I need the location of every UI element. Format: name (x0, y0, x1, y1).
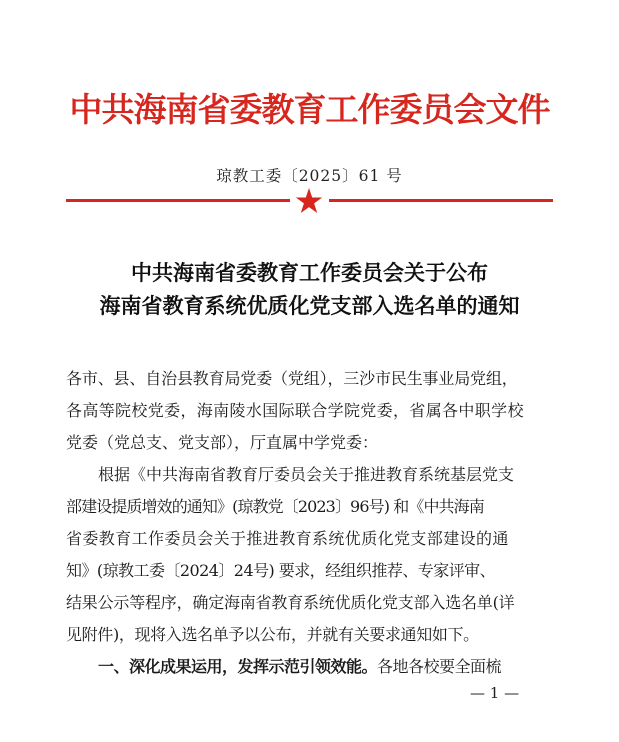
recipients-line-2: 各高等院校党委，海南陵水国际联合学院党委，省属各中职学校 (66, 401, 524, 420)
paragraph1-line-4: 知》(琼教工委〔2024〕24号) 要求，经组织推荐、专家评审、 (66, 561, 496, 580)
paragraph1-line-6: 见附件)，现将入选名单予以公布，并就有关要求通知如下。 (66, 625, 479, 644)
notice-title-line-1: 中共海南省委教育工作委员会关于公布 (131, 261, 488, 285)
paragraph1-line-5: 结果公示等程序，确定海南省教育系统优质化党支部入选名单(详 (66, 593, 515, 612)
recipients-line-3: 党委（党总支、党支部），厅直属中学党委： (66, 433, 379, 452)
section1-line (98, 654, 501, 677)
paragraph1-line-2: 部建设提质增效的通知》(琼教党〔2023〕96号) 和《中共海南 (66, 497, 484, 516)
document-number: 琼教工委〔2025〕61 号 (216, 167, 403, 185)
section1-heading: 一、深化成果运用，发挥示范引领效能。 (98, 657, 378, 676)
issuer-header: 中共海南省委教育工作委员会文件 (69, 90, 550, 129)
red-rule-right (329, 199, 553, 202)
paragraph1-line-1: 根据《中共海南省教育厅委员会关于推进教育系统基层党支 (98, 465, 515, 484)
recipients-line-1: 各市、县、自治县教育局党委（党组），三沙市民生事业局党组， (66, 369, 518, 388)
paragraph1-line-3: 省委教育工作委员会关于推进教育系统优质化党支部建设的通 (66, 529, 509, 548)
page-number: — 1 — (470, 684, 520, 702)
section1-text: 各地各校要全面梳 (377, 657, 502, 676)
notice-title-line-2: 海南省教育系统优质化党支部入选名单的通知 (99, 294, 520, 318)
red-rule-left (66, 199, 290, 202)
red-star-icon (294, 186, 324, 216)
